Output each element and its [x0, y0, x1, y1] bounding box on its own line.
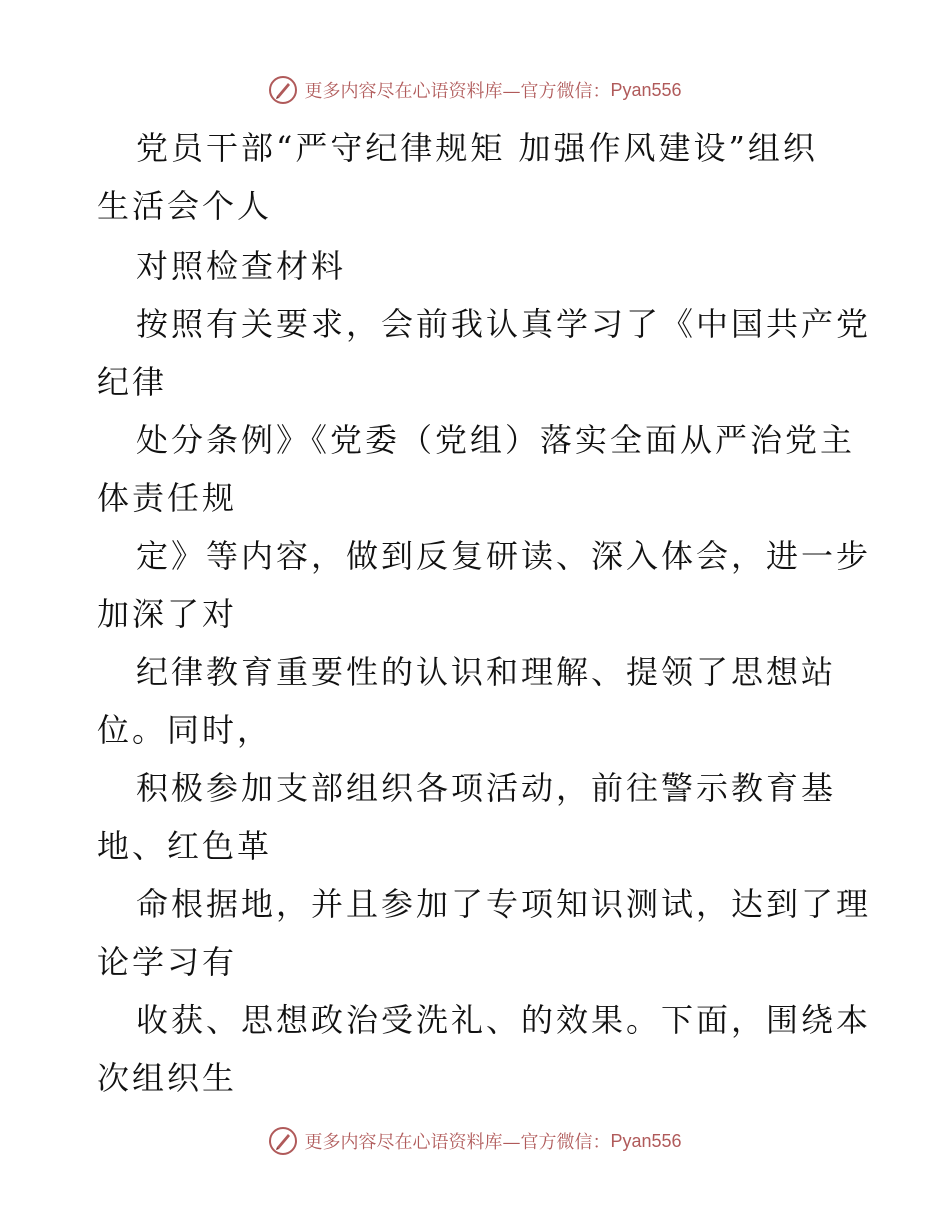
text-line: 纪律 — [97, 363, 168, 401]
text-line: 按照有关要求，会前我认真学习了《中国共产党 — [136, 305, 872, 343]
text-line: 纪律教育重要性的认识和理解、提领了思想站 — [136, 653, 837, 691]
watermark-text: 更多内容尽在心语资料库—官方微信： — [304, 1132, 611, 1153]
text-line: 积极参加支部组织各项活动，前往警示教育基 — [136, 769, 837, 807]
watermark-text: 更多内容尽在心语资料库—官方微信： — [304, 81, 611, 102]
text-line: 体责任规 — [97, 479, 238, 517]
text-line: 论学习有 — [97, 943, 238, 981]
watermark-wechat-id: Pyan556 — [610, 79, 682, 100]
text-line: 位。同时， — [97, 711, 273, 749]
text-line: 对照检查材料 — [136, 247, 347, 285]
watermark-wechat-id: Pyan556 — [610, 1130, 682, 1151]
text-line: 党员干部“严守纪律规矩 加强作风建设”组织 — [136, 129, 818, 167]
quill-logo-icon — [268, 1126, 298, 1156]
text-line: 加深了对 — [97, 595, 238, 633]
text-line: 生活会个人 — [97, 187, 273, 225]
text-line: 收获、思想政治受洗礼、的效果。下面，围绕本 — [136, 1001, 872, 1039]
quill-logo-icon — [268, 75, 298, 105]
text-line: 定》等内容，做到反复研读、深入体会，进一步 — [136, 537, 872, 575]
header-watermark — [0, 72, 950, 108]
text-line: 处分条例》《党委（党组）落实全面从严治党主 — [136, 421, 856, 459]
text-line: 命根据地，并且参加了专项知识测试，达到了理 — [136, 885, 872, 923]
text-line: 地、红色革 — [97, 827, 273, 865]
footer-watermark — [0, 1123, 950, 1159]
text-line: 次组织生 — [97, 1059, 238, 1097]
